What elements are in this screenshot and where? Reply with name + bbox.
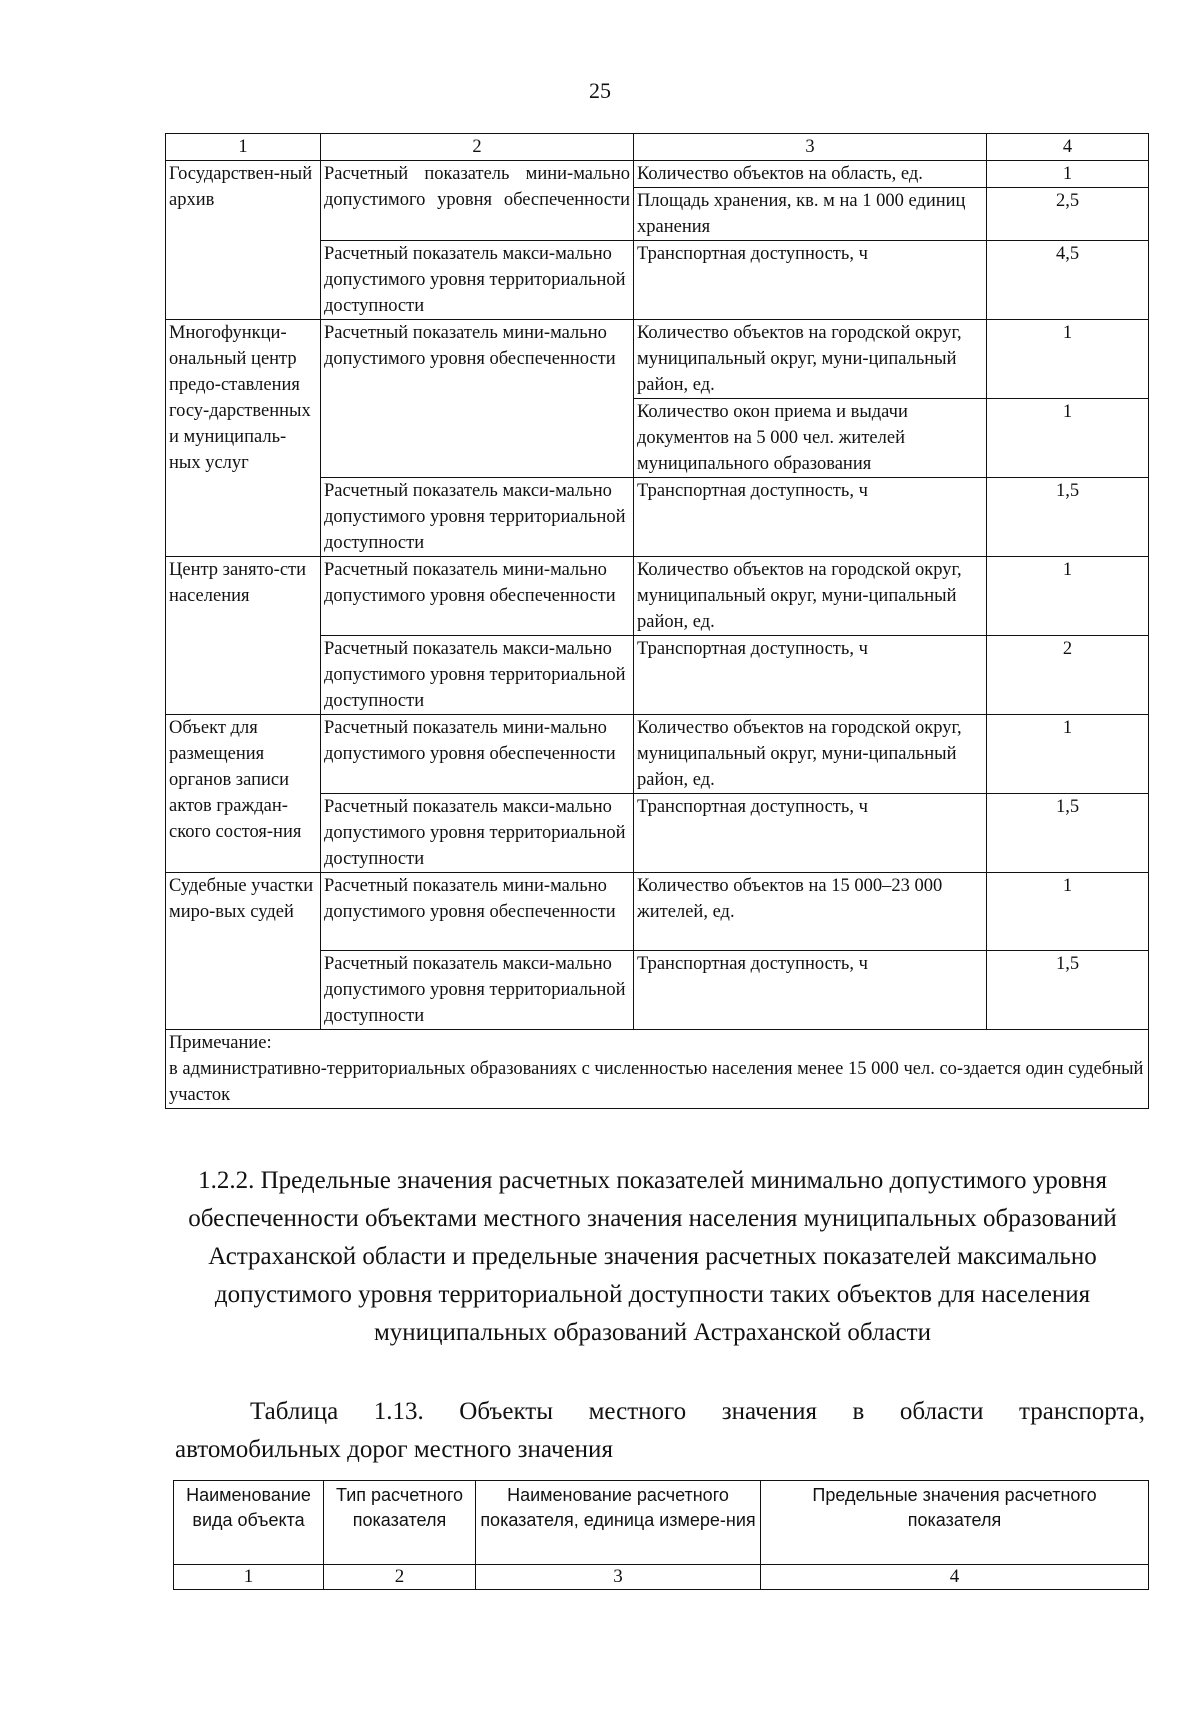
- indicator-name-cell: Площадь хранения, кв. м на 1 000 единиц хранения: [634, 188, 987, 241]
- indicator-value-cell: 1: [987, 715, 1149, 794]
- column-number-cell: 2: [324, 1565, 476, 1590]
- header-cell: Наименование расчетного показателя, единица измере-ния: [476, 1481, 761, 1565]
- indicator-value-cell: 4,5: [987, 241, 1149, 320]
- table-note-row: [166, 1030, 1149, 1109]
- main-table: [165, 133, 1149, 1109]
- indicator-type-cell: Расчетный показатель макси-мально допустимого уровня территориальной доступности: [321, 478, 634, 557]
- object-name-cell: Государствен-ный архив: [166, 161, 321, 320]
- table-row: [166, 161, 1149, 188]
- table-header-row: [174, 1481, 1149, 1565]
- indicator-value-cell: 1,5: [987, 951, 1149, 1030]
- object-name-cell: Судебные участки миро-вых судей: [166, 873, 321, 1030]
- indicator-type-cell: Расчетный показатель макси-мально допустимого уровня территориальной доступности: [321, 951, 634, 1030]
- header-cell: Наименование вида объекта: [174, 1481, 324, 1565]
- indicator-name-cell: Количество объектов на область, ед.: [634, 161, 987, 188]
- header-cell: Тип расчетного показателя: [324, 1481, 476, 1565]
- header-cell: 3: [634, 134, 987, 161]
- indicator-name-cell: Количество объектов на городской округ, муниципальный округ, муни-ципальный район, ед.: [634, 320, 987, 399]
- column-number-row: [174, 1565, 1149, 1590]
- indicator-value-cell: 1: [987, 557, 1149, 636]
- section-heading: 1.2.2. Предельные значения расчетных показателей минимально допустимого уровня обеспеченности объектами местного значения населения муниципальных образований Астраханской области и предельные значения расчетных показателей максимально допустимого уровня территориальной доступности таких объектов для населения муниципальных образований Астраханской области: [188, 1167, 1117, 1346]
- header-cell: Предельные значения расчетного показателя: [761, 1481, 1149, 1565]
- indicator-type-cell: Расчетный показатель мини-мально допустимого уровня обеспеченности: [321, 715, 634, 794]
- object-name-cell: Многофункци-ональный центр предо-ставления госу-дарственных и муниципаль-ных услуг: [166, 320, 321, 557]
- indicator-value-cell: 1,5: [987, 478, 1149, 557]
- object-name-cell: Центр занято-сти населения: [166, 557, 321, 715]
- table-header-row: [166, 134, 1149, 161]
- indicator-type-cell: Расчетный показатель мини-мально допустимого уровня обеспеченности: [321, 161, 634, 241]
- indicator-name-cell: Количество объектов на городской округ, муниципальный округ, муни-ципальный район, ед.: [634, 715, 987, 794]
- indicator-name-cell: Транспортная доступность, ч: [634, 794, 987, 873]
- indicator-type-cell: Расчетный показатель мини-мально допустимого уровня обеспеченности: [321, 873, 634, 951]
- indicator-value-cell: 2: [987, 636, 1149, 715]
- indicator-name-cell: Количество объектов на 15 000–23 000 жителей, ед.: [634, 873, 987, 951]
- header-cell: 4: [987, 134, 1149, 161]
- indicator-value-cell: 1,5: [987, 794, 1149, 873]
- column-number-cell: 1: [174, 1565, 324, 1590]
- indicator-value-cell: 2,5: [987, 188, 1149, 241]
- indicator-name-cell: Количество окон приема и выдачи документов на 5 000 чел. жителей муниципального образования: [634, 399, 987, 478]
- table-row: [166, 873, 1149, 951]
- indicator-value-cell: 1: [987, 399, 1149, 478]
- indicator-name-cell: Транспортная доступность, ч: [634, 636, 987, 715]
- transport-table: [173, 1480, 1149, 1590]
- indicator-type-cell: Расчетный показатель мини-мально допустимого уровня обеспеченности: [321, 320, 634, 478]
- header-cell: 2: [321, 134, 634, 161]
- indicator-value-cell: 1: [987, 873, 1149, 951]
- indicator-value-cell: 1: [987, 161, 1149, 188]
- note-title: Примечание:: [169, 1033, 272, 1053]
- indicator-value-cell: 1: [987, 320, 1149, 399]
- table-caption: [175, 1393, 1145, 1469]
- table-row: [166, 320, 1149, 399]
- indicator-type-cell: Расчетный показатель мини-мально допустимого уровня обеспеченности: [321, 557, 634, 636]
- header-cell: 1: [166, 134, 321, 161]
- table-note-cell: [166, 1030, 1149, 1109]
- indicator-type-cell: Расчетный показатель макси-мально допустимого уровня территориальной доступности: [321, 636, 634, 715]
- column-number-cell: 3: [476, 1565, 761, 1590]
- table-row: [166, 557, 1149, 636]
- indicator-type-cell: Расчетный показатель макси-мально допустимого уровня территориальной доступности: [321, 241, 634, 320]
- indicator-type-cell: Расчетный показатель макси-мально допустимого уровня территориальной доступности: [321, 794, 634, 873]
- indicator-name-cell: Количество объектов на городской округ, муниципальный округ, муни-ципальный район, ед.: [634, 557, 987, 636]
- indicator-name-cell: Транспортная доступность, ч: [634, 478, 987, 557]
- object-name-cell: Объект для размещения органов записи актов граждан-ского состоя-ния: [166, 715, 321, 873]
- indicator-name-cell: Транспортная доступность, ч: [634, 241, 987, 320]
- page-number: 25: [589, 78, 611, 103]
- indicator-name-cell: Транспортная доступность, ч: [634, 951, 987, 1030]
- column-number-cell: 4: [761, 1565, 1149, 1590]
- table-caption-line1: Таблица 1.13. Объекты местного значения в области транспорта,: [250, 1398, 1145, 1425]
- table-caption-line2: автомобильных дорог местного значения: [175, 1436, 613, 1463]
- table-row: [166, 715, 1149, 794]
- note-text: в административно-территориальных образованиях с численностью населения менее 15 000 чел. со-здается один судебный участок: [169, 1059, 1144, 1105]
